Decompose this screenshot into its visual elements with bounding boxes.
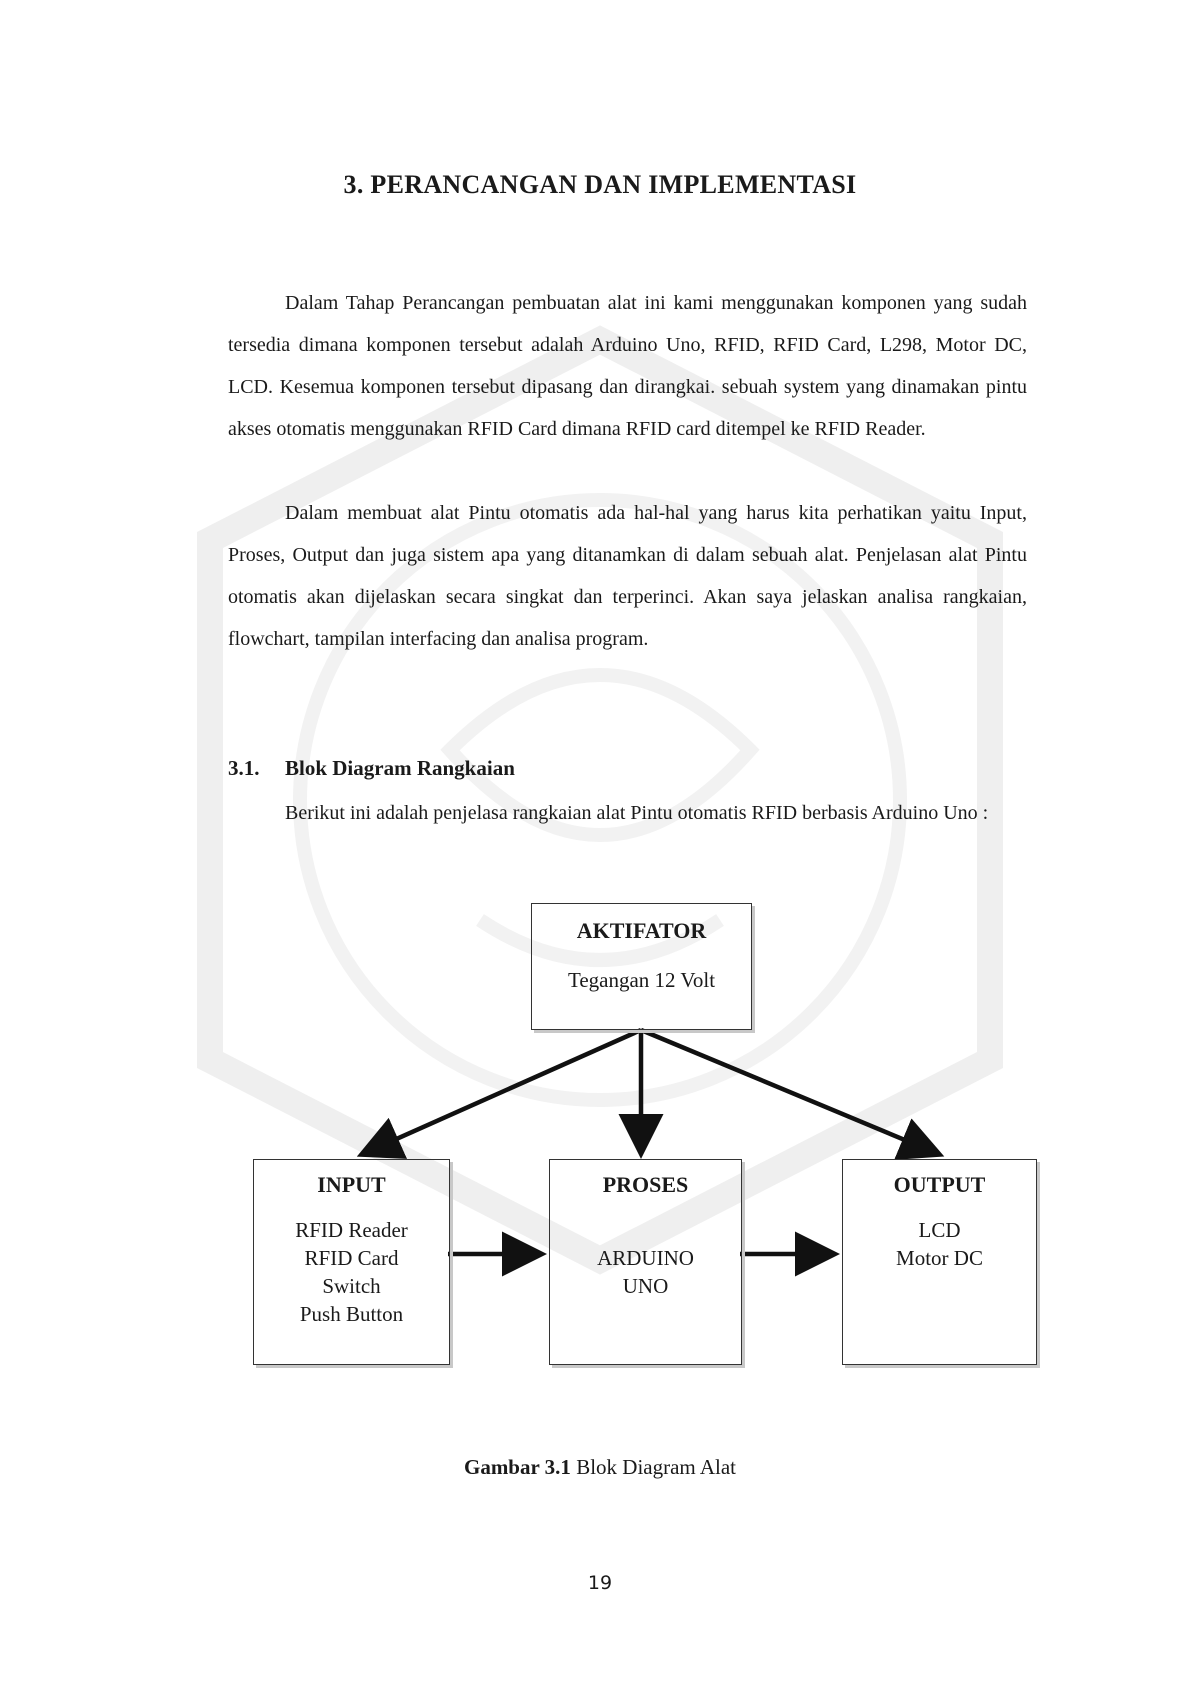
proses-title: PROSES xyxy=(602,1172,689,1197)
input-line: RFID Reader xyxy=(295,1218,408,1242)
section-title: Blok Diagram Rangkaian xyxy=(285,756,515,780)
input-line: Push Button xyxy=(299,1302,404,1326)
aktifator-line: Tegangan 12 Volt xyxy=(567,968,716,992)
input-line: RFID Card xyxy=(304,1246,399,1270)
chapter-title: 3. PERANCANGAN DAN IMPLEMENTASI xyxy=(343,170,857,199)
output-line: Motor DC xyxy=(896,1246,983,1270)
proses-line: UNO xyxy=(622,1274,669,1298)
figure-label: Gambar 3.1 xyxy=(463,1455,571,1479)
section-heading xyxy=(228,756,515,781)
section-intro: Berikut ini adalah penjelasa rangkaian alat Pintu otomatis RFID berbasis Arduino Uno : xyxy=(285,802,989,824)
input-title: INPUT xyxy=(317,1172,386,1197)
paragraph-2: Dalam membuat alat Pintu otomatis ada hal-hal yang harus kita perhatikan yaitu Input, Proses, Output dan juga sistem apa yang ditanamkan di dalam sebuah alat. Penjelasan alat Pintu otomatis akan dijelaskan secara singkat dan terperinci. Akan saya jelaskan analisa rangkaian, flowchart, tampilan interfacing dan analisa program. xyxy=(228,502,1027,650)
proses-line: ARDUINO xyxy=(597,1246,694,1270)
section-number: 3.1. xyxy=(228,756,260,780)
arrow-aktifator-to-output xyxy=(641,1030,936,1153)
output-title: OUTPUT xyxy=(893,1172,986,1197)
arrow-aktifator-to-input xyxy=(365,1030,641,1153)
paragraph-1: Dalam Tahap Perancangan pembuatan alat ini kami menggunakan komponen yang sudah tersedia dimana komponen tersebut adalah Arduino Uno, RFID, RFID Card, L298, Motor DC, LCD. Kesemua komponen tersebut dipasang dan dirangkai. sebuah system yang dinamakan pintu akses otomatis menggunakan RFID Card dimana RFID card ditempel ke RFID Reader. xyxy=(228,292,1027,440)
page-number: 19 xyxy=(587,1572,613,1594)
figure-caption-text: Blok Diagram Alat xyxy=(570,1455,736,1479)
aktifator-title: AKTIFATOR xyxy=(576,918,707,943)
output-line: LCD xyxy=(918,1218,961,1242)
figure-caption xyxy=(0,1455,1200,1480)
input-line: Switch xyxy=(322,1274,381,1298)
aktifator-block xyxy=(531,903,752,1030)
input-block xyxy=(253,1159,450,1365)
proses-block xyxy=(549,1159,742,1365)
output-block xyxy=(842,1159,1037,1365)
